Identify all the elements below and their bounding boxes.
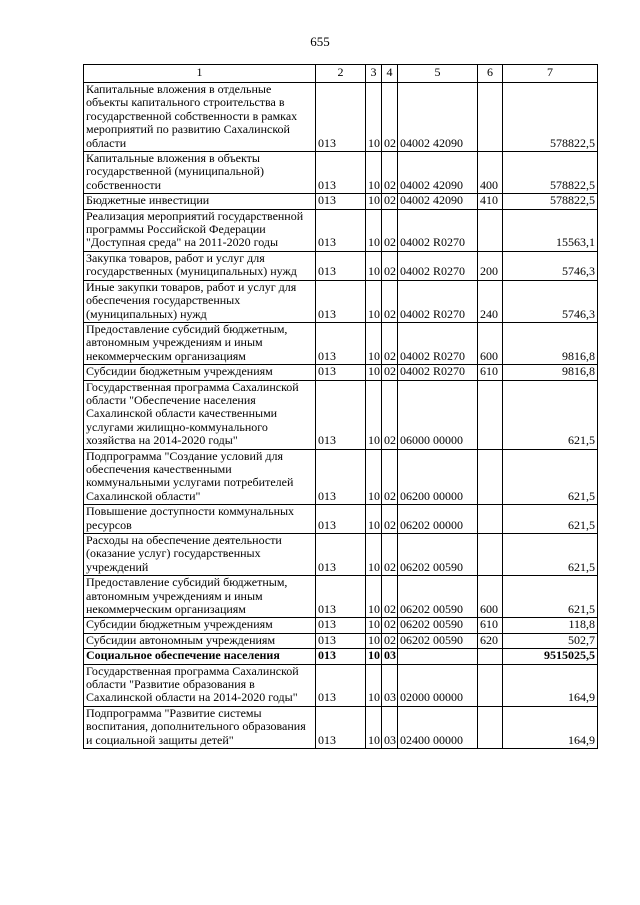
- row-name-cell: Социальное обеспечение населения: [84, 649, 316, 664]
- row-section-cell: 10: [366, 706, 382, 748]
- row-expense-type-cell: [478, 209, 503, 251]
- row-grbs-cell: 013: [316, 209, 366, 251]
- row-subsection-cell: 02: [382, 322, 398, 364]
- row-subsection-cell: 03: [382, 664, 398, 706]
- table-row: [84, 251, 598, 280]
- row-grbs-cell: 013: [316, 576, 366, 618]
- row-name-cell: Расходы на обеспечение деятельности (оказание услуг) государственных учреждений: [84, 534, 316, 576]
- row-subsection-cell: 02: [382, 576, 398, 618]
- row-name-cell: Бюджетные инвестиции: [84, 194, 316, 209]
- row-name-cell: Субсидии бюджетным учреждениям: [84, 618, 316, 633]
- row-grbs-cell: 013: [316, 280, 366, 322]
- row-expense-type-cell: 600: [478, 322, 503, 364]
- row-section-cell: 10: [366, 649, 382, 664]
- row-section-cell: 10: [366, 322, 382, 364]
- row-amount-cell: 621,5: [503, 380, 598, 449]
- row-target-code-cell: 02400 00000: [398, 706, 478, 748]
- row-subsection-cell: 02: [382, 194, 398, 209]
- row-expense-type-cell: 610: [478, 618, 503, 633]
- header-cell: 5: [398, 65, 478, 83]
- row-grbs-cell: 013: [316, 649, 366, 664]
- row-target-code-cell: 04002 R0270: [398, 365, 478, 380]
- row-target-code-cell: 02000 00000: [398, 664, 478, 706]
- row-grbs-cell: 013: [316, 534, 366, 576]
- row-amount-cell: 621,5: [503, 505, 598, 534]
- table-row: [84, 534, 598, 576]
- row-target-code-cell: 06202 00590: [398, 534, 478, 576]
- table-row: [84, 633, 598, 648]
- row-grbs-cell: 013: [316, 664, 366, 706]
- row-name-cell: Субсидии бюджетным учреждениям: [84, 365, 316, 380]
- header-cell: 1: [84, 65, 316, 83]
- header-row: [84, 65, 598, 83]
- row-name-cell: Капитальные вложения в объекты государственной (муниципальной) собственности: [84, 152, 316, 194]
- row-section-cell: 10: [366, 380, 382, 449]
- table-row: [84, 209, 598, 251]
- row-expense-type-cell: 610: [478, 365, 503, 380]
- row-target-code-cell: 04002 R0270: [398, 322, 478, 364]
- row-grbs-cell: 013: [316, 706, 366, 748]
- header-cell: 3: [366, 65, 382, 83]
- row-section-cell: 10: [366, 618, 382, 633]
- row-subsection-cell: 02: [382, 209, 398, 251]
- row-grbs-cell: 013: [316, 83, 366, 152]
- row-expense-type-cell: 400: [478, 152, 503, 194]
- row-subsection-cell: 02: [382, 280, 398, 322]
- row-expense-type-cell: [478, 505, 503, 534]
- row-subsection-cell: 03: [382, 649, 398, 664]
- row-target-code-cell: 04002 42090: [398, 194, 478, 209]
- row-expense-type-cell: [478, 534, 503, 576]
- row-name-cell: Подпрограмма "Развитие системы воспитания, дополнительного образования и социальной защиты детей": [84, 706, 316, 748]
- row-expense-type-cell: [478, 664, 503, 706]
- row-amount-cell: 5746,3: [503, 251, 598, 280]
- row-amount-cell: 502,7: [503, 633, 598, 648]
- row-expense-type-cell: 200: [478, 251, 503, 280]
- budget-table: [83, 64, 598, 749]
- row-amount-cell: 9816,8: [503, 322, 598, 364]
- row-target-code-cell: 04002 R0270: [398, 251, 478, 280]
- table-row: [84, 194, 598, 209]
- row-target-code-cell: 06200 00000: [398, 449, 478, 505]
- row-grbs-cell: 013: [316, 365, 366, 380]
- header-cell: 4: [382, 65, 398, 83]
- row-section-cell: 10: [366, 664, 382, 706]
- row-amount-cell: 164,9: [503, 664, 598, 706]
- row-name-cell: Подпрограмма "Создание условий для обеспечения качественными коммунальными услугами потребителей Сахалинской области": [84, 449, 316, 505]
- row-amount-cell: 15563,1: [503, 209, 598, 251]
- page-number: 655: [310, 34, 330, 49]
- table-row: [84, 449, 598, 505]
- row-section-cell: 10: [366, 534, 382, 576]
- row-name-cell: Предоставление субсидий бюджетным, автономным учреждениям и иным некоммерческим организациям: [84, 322, 316, 364]
- row-subsection-cell: 02: [382, 152, 398, 194]
- row-target-code-cell: 04002 42090: [398, 152, 478, 194]
- row-amount-cell: 5746,3: [503, 280, 598, 322]
- table-row: [84, 152, 598, 194]
- row-section-cell: 10: [366, 194, 382, 209]
- row-grbs-cell: 013: [316, 251, 366, 280]
- row-subsection-cell: 02: [382, 534, 398, 576]
- row-section-cell: 10: [366, 251, 382, 280]
- row-target-code-cell: [398, 649, 478, 664]
- row-section-cell: 10: [366, 209, 382, 251]
- row-target-code-cell: 04002 R0270: [398, 209, 478, 251]
- row-amount-cell: 621,5: [503, 449, 598, 505]
- row-name-cell: Закупка товаров, работ и услуг для государственных (муниципальных) нужд: [84, 251, 316, 280]
- row-subsection-cell: 02: [382, 618, 398, 633]
- row-grbs-cell: 013: [316, 449, 366, 505]
- row-target-code-cell: 04002 42090: [398, 83, 478, 152]
- row-section-cell: 10: [366, 83, 382, 152]
- table-row: [84, 505, 598, 534]
- row-name-cell: Субсидии автономным учреждениям: [84, 633, 316, 648]
- table-body: [84, 83, 598, 749]
- table-row: [84, 649, 598, 664]
- table-row: [84, 576, 598, 618]
- row-subsection-cell: 03: [382, 706, 398, 748]
- row-name-cell: Предоставление субсидий бюджетным, автономным учреждениям и иным некоммерческим организациям: [84, 576, 316, 618]
- row-subsection-cell: 02: [382, 505, 398, 534]
- row-amount-cell: 9515025,5: [503, 649, 598, 664]
- row-amount-cell: 578822,5: [503, 194, 598, 209]
- header-cell: 2: [316, 65, 366, 83]
- table-row: [84, 322, 598, 364]
- row-grbs-cell: 013: [316, 505, 366, 534]
- table-row: [84, 618, 598, 633]
- row-section-cell: 10: [366, 576, 382, 618]
- row-grbs-cell: 013: [316, 322, 366, 364]
- row-target-code-cell: 04002 R0270: [398, 280, 478, 322]
- row-amount-cell: 578822,5: [503, 152, 598, 194]
- row-amount-cell: 621,5: [503, 534, 598, 576]
- row-subsection-cell: 02: [382, 449, 398, 505]
- row-expense-type-cell: 410: [478, 194, 503, 209]
- row-section-cell: 10: [366, 152, 382, 194]
- row-expense-type-cell: 600: [478, 576, 503, 618]
- row-expense-type-cell: 620: [478, 633, 503, 648]
- row-target-code-cell: 06202 00590: [398, 576, 478, 618]
- row-name-cell: Повышение доступности коммунальных ресурсов: [84, 505, 316, 534]
- row-amount-cell: 621,5: [503, 576, 598, 618]
- row-name-cell: Капитальные вложения в отдельные объекты капитального строительства в государственной собственности в рамках мероприятий по развитию Сахалинской области: [84, 83, 316, 152]
- table-row: [84, 365, 598, 380]
- row-section-cell: 10: [366, 633, 382, 648]
- table-row: [84, 280, 598, 322]
- row-name-cell: Иные закупки товаров, работ и услуг для обеспечения государственных (муниципальных) нужд: [84, 280, 316, 322]
- row-subsection-cell: 02: [382, 251, 398, 280]
- row-amount-cell: 9816,8: [503, 365, 598, 380]
- row-subsection-cell: 02: [382, 380, 398, 449]
- row-target-code-cell: 06202 00590: [398, 618, 478, 633]
- table-row: [84, 380, 598, 449]
- row-expense-type-cell: [478, 83, 503, 152]
- row-grbs-cell: 013: [316, 152, 366, 194]
- row-amount-cell: 118,8: [503, 618, 598, 633]
- row-expense-type-cell: [478, 706, 503, 748]
- row-subsection-cell: 02: [382, 83, 398, 152]
- row-section-cell: 10: [366, 449, 382, 505]
- row-name-cell: Государственная программа Сахалинской области "Развитие образования в Сахалинской области на 2014-2020 годы": [84, 664, 316, 706]
- row-section-cell: 10: [366, 280, 382, 322]
- table-row: [84, 664, 598, 706]
- row-target-code-cell: 06202 00000: [398, 505, 478, 534]
- table-row: [84, 706, 598, 748]
- row-grbs-cell: 013: [316, 194, 366, 209]
- row-amount-cell: 164,9: [503, 706, 598, 748]
- row-name-cell: Реализация мероприятий государственной программы Российской Федерации "Доступная среда" на 2011-2020 годы: [84, 209, 316, 251]
- row-target-code-cell: 06202 00590: [398, 633, 478, 648]
- header-cell: 6: [478, 65, 503, 83]
- row-subsection-cell: 02: [382, 365, 398, 380]
- header-cell: 7: [503, 65, 598, 83]
- row-grbs-cell: 013: [316, 633, 366, 648]
- row-section-cell: 10: [366, 505, 382, 534]
- row-grbs-cell: 013: [316, 380, 366, 449]
- table-row: [84, 83, 598, 152]
- row-subsection-cell: 02: [382, 633, 398, 648]
- row-grbs-cell: 013: [316, 618, 366, 633]
- row-expense-type-cell: [478, 449, 503, 505]
- row-expense-type-cell: 240: [478, 280, 503, 322]
- row-section-cell: 10: [366, 365, 382, 380]
- row-name-cell: Государственная программа Сахалинской области "Обеспечение населения Сахалинской области качественными услугами жилищно-коммунального хозяйства на 2014-2020 годы": [84, 380, 316, 449]
- row-target-code-cell: 06000 00000: [398, 380, 478, 449]
- row-amount-cell: 578822,5: [503, 83, 598, 152]
- row-expense-type-cell: [478, 649, 503, 664]
- row-expense-type-cell: [478, 380, 503, 449]
